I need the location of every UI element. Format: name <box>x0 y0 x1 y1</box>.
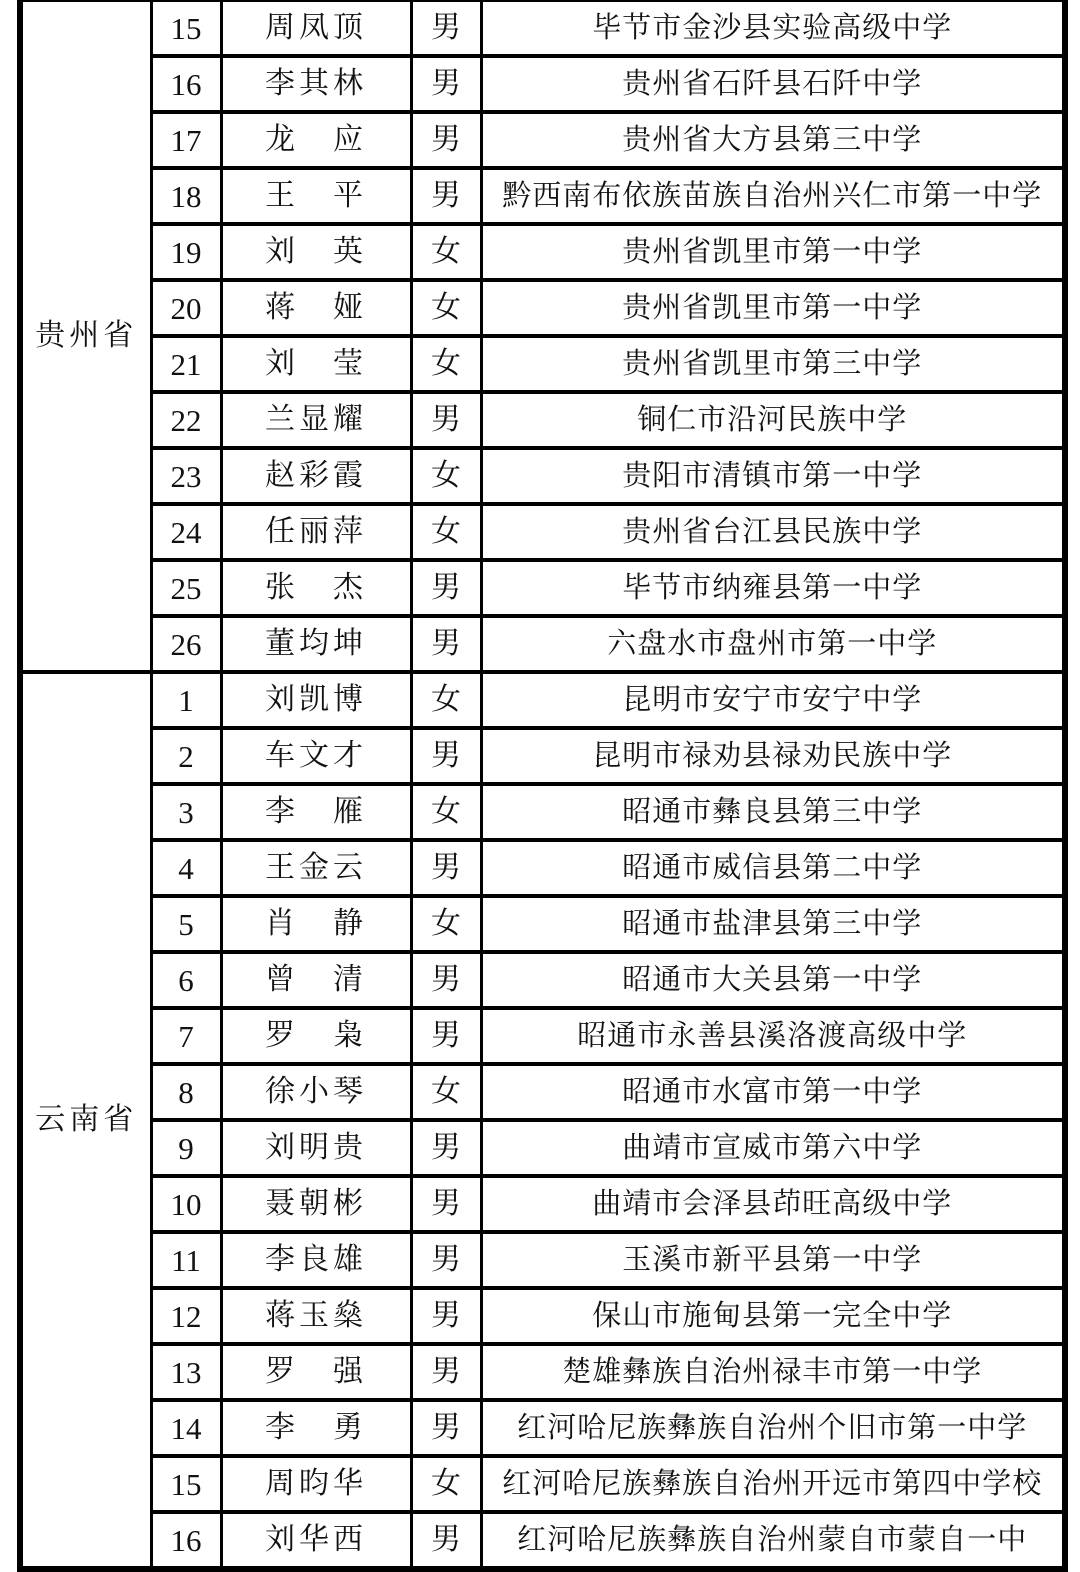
school-cell: 毕节市金沙县实验高级中学 <box>481 0 1065 56</box>
name-cell: 董均坤 <box>221 616 411 672</box>
name-cell: 李 雁 <box>221 784 411 840</box>
table-row <box>20 392 1065 448</box>
table-row <box>20 840 1065 896</box>
name-cell: 蒋玉燊 <box>221 1288 411 1344</box>
row-number-cell: 25 <box>151 560 221 616</box>
row-number-cell: 7 <box>151 1008 221 1064</box>
row-number-cell: 10 <box>151 1176 221 1232</box>
row-number-cell: 16 <box>151 1512 221 1569</box>
table-row <box>20 616 1065 672</box>
table-row <box>20 1512 1065 1569</box>
school-cell: 贵州省大方县第三中学 <box>481 112 1065 168</box>
name-cell: 刘明贵 <box>221 1120 411 1176</box>
table-row <box>20 336 1065 392</box>
row-number-cell: 4 <box>151 840 221 896</box>
name-cell: 李 勇 <box>221 1400 411 1456</box>
name-cell: 刘凯博 <box>221 672 411 728</box>
school-cell: 楚雄彝族自治州禄丰市第一中学 <box>481 1344 1065 1400</box>
table-row <box>20 1064 1065 1120</box>
gender-cell: 男 <box>411 1120 481 1176</box>
name-cell: 罗 枭 <box>221 1008 411 1064</box>
table-row <box>20 1456 1065 1512</box>
gender-cell: 男 <box>411 1176 481 1232</box>
school-cell: 红河哈尼族彝族自治州个旧市第一中学 <box>481 1400 1065 1456</box>
school-cell: 昆明市禄劝县禄劝民族中学 <box>481 728 1065 784</box>
name-cell: 刘华西 <box>221 1512 411 1569</box>
row-number-cell: 14 <box>151 1400 221 1456</box>
gender-cell: 男 <box>411 560 481 616</box>
school-cell: 昭通市大关县第一中学 <box>481 952 1065 1008</box>
gender-cell: 男 <box>411 1512 481 1569</box>
school-cell: 贵州省凯里市第三中学 <box>481 336 1065 392</box>
table-row <box>20 560 1065 616</box>
gender-cell: 男 <box>411 728 481 784</box>
row-number-cell: 3 <box>151 784 221 840</box>
school-cell: 黔西南布依族苗族自治州兴仁市第一中学 <box>481 168 1065 224</box>
award-roster-table <box>17 0 1068 1572</box>
table-row <box>20 448 1065 504</box>
name-cell: 车文才 <box>221 728 411 784</box>
school-cell: 贵州省凯里市第一中学 <box>481 280 1065 336</box>
name-cell: 刘 莹 <box>221 336 411 392</box>
gender-cell: 男 <box>411 952 481 1008</box>
table-row <box>20 1176 1065 1232</box>
gender-cell: 女 <box>411 504 481 560</box>
row-number-cell: 17 <box>151 112 221 168</box>
table-row <box>20 952 1065 1008</box>
table-row <box>20 728 1065 784</box>
table-row <box>20 1232 1065 1288</box>
table-row <box>20 56 1065 112</box>
school-cell: 六盘水市盘州市第一中学 <box>481 616 1065 672</box>
school-cell: 贵州省凯里市第一中学 <box>481 224 1065 280</box>
row-number-cell: 18 <box>151 168 221 224</box>
row-number-cell: 24 <box>151 504 221 560</box>
table-row <box>20 168 1065 224</box>
table-row <box>20 1344 1065 1400</box>
row-number-cell: 20 <box>151 280 221 336</box>
name-cell: 李其林 <box>221 56 411 112</box>
name-cell: 徐小琴 <box>221 1064 411 1120</box>
name-cell: 龙 应 <box>221 112 411 168</box>
row-number-cell: 15 <box>151 0 221 56</box>
name-cell: 周凤顶 <box>221 0 411 56</box>
table-row <box>20 1288 1065 1344</box>
gender-cell: 女 <box>411 336 481 392</box>
gender-cell: 男 <box>411 1008 481 1064</box>
school-cell: 昆明市安宁市安宁中学 <box>481 672 1065 728</box>
name-cell: 李良雄 <box>221 1232 411 1288</box>
row-number-cell: 22 <box>151 392 221 448</box>
gender-cell: 男 <box>411 112 481 168</box>
school-cell: 曲靖市宣威市第六中学 <box>481 1120 1065 1176</box>
row-number-cell: 8 <box>151 1064 221 1120</box>
row-number-cell: 19 <box>151 224 221 280</box>
name-cell: 王金云 <box>221 840 411 896</box>
name-cell: 张 杰 <box>221 560 411 616</box>
name-cell: 罗 强 <box>221 1344 411 1400</box>
row-number-cell: 26 <box>151 616 221 672</box>
school-cell: 昭通市彝良县第三中学 <box>481 784 1065 840</box>
row-number-cell: 1 <box>151 672 221 728</box>
row-number-cell: 5 <box>151 896 221 952</box>
gender-cell: 男 <box>411 1232 481 1288</box>
table-row <box>20 1008 1065 1064</box>
gender-cell: 男 <box>411 616 481 672</box>
row-number-cell: 9 <box>151 1120 221 1176</box>
table-row <box>20 280 1065 336</box>
row-number-cell: 13 <box>151 1344 221 1400</box>
name-cell: 赵彩霞 <box>221 448 411 504</box>
school-cell: 贵州省台江县民族中学 <box>481 504 1065 560</box>
row-number-cell: 15 <box>151 1456 221 1512</box>
school-cell: 昭通市水富市第一中学 <box>481 1064 1065 1120</box>
table-row <box>20 784 1065 840</box>
name-cell: 聂朝彬 <box>221 1176 411 1232</box>
table-body <box>20 0 1065 1569</box>
school-cell: 昭通市永善县溪洛渡高级中学 <box>481 1008 1065 1064</box>
gender-cell: 男 <box>411 840 481 896</box>
school-cell: 昭通市盐津县第三中学 <box>481 896 1065 952</box>
school-cell: 毕节市纳雍县第一中学 <box>481 560 1065 616</box>
gender-cell: 女 <box>411 1456 481 1512</box>
name-cell: 周昀华 <box>221 1456 411 1512</box>
name-cell: 兰显耀 <box>221 392 411 448</box>
row-number-cell: 6 <box>151 952 221 1008</box>
gender-cell: 女 <box>411 224 481 280</box>
province-cell: 贵州省 <box>20 0 151 672</box>
row-number-cell: 12 <box>151 1288 221 1344</box>
gender-cell: 女 <box>411 1064 481 1120</box>
gender-cell: 男 <box>411 1400 481 1456</box>
school-cell: 红河哈尼族彝族自治州蒙自市蒙自一中 <box>481 1512 1065 1569</box>
gender-cell: 女 <box>411 784 481 840</box>
name-cell: 刘 英 <box>221 224 411 280</box>
table-row <box>20 112 1065 168</box>
row-number-cell: 11 <box>151 1232 221 1288</box>
gender-cell: 女 <box>411 448 481 504</box>
row-number-cell: 2 <box>151 728 221 784</box>
school-cell: 玉溪市新平县第一中学 <box>481 1232 1065 1288</box>
gender-cell: 女 <box>411 280 481 336</box>
table-row <box>20 224 1065 280</box>
gender-cell: 男 <box>411 1288 481 1344</box>
row-number-cell: 16 <box>151 56 221 112</box>
school-cell: 昭通市威信县第二中学 <box>481 840 1065 896</box>
school-cell: 保山市施甸县第一完全中学 <box>481 1288 1065 1344</box>
row-number-cell: 23 <box>151 448 221 504</box>
gender-cell: 男 <box>411 0 481 56</box>
table-row <box>20 1400 1065 1456</box>
school-cell: 曲靖市会泽县茚旺高级中学 <box>481 1176 1065 1232</box>
school-cell: 红河哈尼族彝族自治州开远市第四中学校 <box>481 1456 1065 1512</box>
gender-cell: 女 <box>411 672 481 728</box>
school-cell: 贵阳市清镇市第一中学 <box>481 448 1065 504</box>
gender-cell: 男 <box>411 56 481 112</box>
gender-cell: 男 <box>411 1344 481 1400</box>
province-cell: 云南省 <box>20 672 151 1569</box>
table-row <box>20 504 1065 560</box>
name-cell: 肖 静 <box>221 896 411 952</box>
school-cell: 铜仁市沿河民族中学 <box>481 392 1065 448</box>
table-row <box>20 672 1065 728</box>
name-cell: 王 平 <box>221 168 411 224</box>
school-cell: 贵州省石阡县石阡中学 <box>481 56 1065 112</box>
gender-cell: 男 <box>411 392 481 448</box>
name-cell: 任丽萍 <box>221 504 411 560</box>
name-cell: 蒋 娅 <box>221 280 411 336</box>
name-cell: 曾 清 <box>221 952 411 1008</box>
gender-cell: 女 <box>411 896 481 952</box>
table-row <box>20 896 1065 952</box>
table-row <box>20 1120 1065 1176</box>
row-number-cell: 21 <box>151 336 221 392</box>
gender-cell: 男 <box>411 168 481 224</box>
table-row <box>20 0 1065 56</box>
